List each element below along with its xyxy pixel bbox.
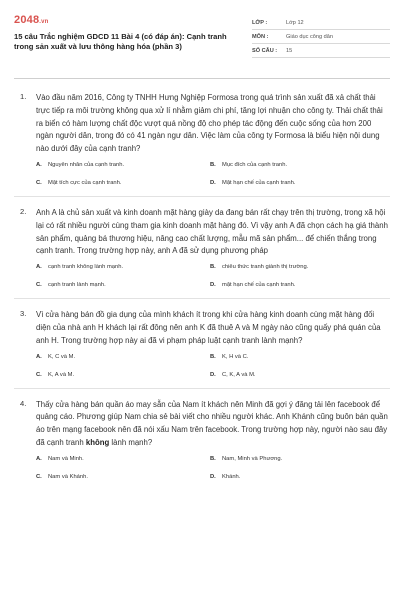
option-text: Nam và Khánh. xyxy=(48,473,88,480)
option-c[interactable] xyxy=(36,282,210,288)
question-text xyxy=(36,92,390,156)
option-letter: D. xyxy=(210,371,216,378)
question-divider xyxy=(14,196,390,197)
meta-value: 15 xyxy=(286,47,293,54)
option-a[interactable] xyxy=(36,264,210,270)
question-number: 4. xyxy=(20,398,27,408)
question-1 xyxy=(14,92,390,186)
question-text-main: Thấy cửa hàng bán quần áo may sẵn của Nam ít khách nên Minh đã gợi ý đăng tải lên facebook để quảng cáo. Phương giúp Nam chia sẻ bài viết cho nhiều người khác. Anh Khánh cũng buôn bán quần áo trên mạng facebook nên đã nói xấu Nam trên facebook. Trong trường hợp này, người nào sau đây đã cạnh tranh xyxy=(36,399,388,447)
option-letter: C. xyxy=(36,179,42,186)
option-d[interactable] xyxy=(210,282,384,288)
option-b[interactable] xyxy=(210,264,384,270)
question-text-main: Anh A là chủ sản xuất và kinh doanh mặt hàng giày da đang bán rất chạy trên thị trường, trong xã hội lại có rất nhiều người cùng tham gia kinh doanh mặt hàng đó. Vì vậy anh A đã chọn cách hạ giá thành sản phẩm, quảng bá thương hiệu, nâng cao chất lượng, mẫu mã sản phẩm... để chiến thắng trong cạnh tranh. Trong trường hợp này, anh A đã sử dụng phương pháp xyxy=(36,207,388,256)
option-c[interactable] xyxy=(36,372,210,378)
meta-value: Giáo dục công dân xyxy=(286,33,333,40)
option-letter: B. xyxy=(210,264,216,271)
option-letter: A. xyxy=(36,264,42,271)
option-text: Nguyên nhân của cạnh tranh. xyxy=(48,161,125,168)
option-letter: A. xyxy=(36,455,42,462)
site-logo[interactable] xyxy=(14,14,49,26)
option-b[interactable] xyxy=(210,456,384,462)
question-text-main: Vào đầu năm 2016, Công ty TNHH Hưng Nghiệp Formosa trong quá trình sản xuất đã xả chất thải trực tiếp ra môi trường không qua xử lí nhằm giảm chi phí, tăng lợi nhuận cho công ty. Thải chất thải ra biển có hàm lượng chất độc vượt quá nồng độ cho phép tác động đến cuộc sống của hơn 200 ngàn người dân, trong đó có 41 ngàn ngư dân. Việc làm của công ty Formosa là biểu hiện nội dung nào dưới đây của cạnh tranh? xyxy=(36,93,383,154)
question-number: 3. xyxy=(20,309,27,319)
question-text-end: lành mạnh? xyxy=(109,437,153,447)
meta-label: SỐ CÂU : xyxy=(252,47,278,54)
option-letter: D. xyxy=(210,473,216,480)
answer-options xyxy=(36,456,390,480)
option-letter: B. xyxy=(210,353,216,360)
question-divider xyxy=(14,388,390,389)
option-text: Nam và Minh. xyxy=(48,455,84,462)
meta-label: MÔN : xyxy=(252,33,269,40)
option-letter: D. xyxy=(210,282,216,289)
answer-options xyxy=(36,264,390,288)
question-2 xyxy=(14,207,390,288)
question-text xyxy=(36,399,390,450)
option-d[interactable] xyxy=(210,180,384,186)
logo-suffix: .vn xyxy=(39,19,49,25)
meta-value: Lớp 12 xyxy=(286,19,304,26)
option-text: chiêu thức tranh giành thị trường. xyxy=(222,264,309,271)
meta-row-subject xyxy=(252,30,390,44)
question-number: 1. xyxy=(20,92,27,101)
question-text-main: Vì cửa hàng bán đồ gia dụng của mình khách ít trong khi cửa hàng kinh doanh cùng mặt hàng đối diện của nhà anh H khách lại rất đông nên anh K đã thuê A và M ngày nào cũng quấy phá quán của anh H. Trong trường hợp này ai đã vi phạm pháp luật cạnh tranh lành mạnh? xyxy=(36,310,381,345)
option-text: Mặt tích cực của cạnh tranh. xyxy=(48,179,122,186)
option-text: C, K, A và M. xyxy=(222,371,256,378)
option-a[interactable] xyxy=(36,354,210,360)
option-letter: B. xyxy=(210,455,216,462)
option-letter: C. xyxy=(36,371,42,378)
option-letter: B. xyxy=(210,161,216,168)
question-list xyxy=(14,92,390,480)
option-letter: A. xyxy=(36,353,42,360)
option-d[interactable] xyxy=(210,474,384,480)
option-letter: C. xyxy=(36,473,42,480)
option-text: K, C và M. xyxy=(48,353,76,360)
option-text: K, A và M. xyxy=(48,371,75,378)
document-page xyxy=(14,14,390,480)
header-divider xyxy=(14,78,390,79)
option-text: cạnh tranh không lành mạnh. xyxy=(48,264,124,271)
option-text: Khánh. xyxy=(222,473,241,480)
option-letter: A. xyxy=(36,161,42,168)
question-number: 2. xyxy=(20,206,27,216)
document-header xyxy=(14,14,390,76)
option-d[interactable] xyxy=(210,372,384,378)
question-3 xyxy=(14,309,390,377)
logo-main: 2048 xyxy=(14,14,40,26)
option-letter: D. xyxy=(210,179,216,186)
answer-options xyxy=(36,354,390,378)
option-text: Mục đích của cạnh tranh. xyxy=(222,161,288,168)
document-title: 15 câu Trắc nghiệm GDCD 11 Bài 4 (có đáp án): Cạnh tranh trong sản xuất và lưu thông hàng hóa (phần 3) xyxy=(14,32,227,51)
option-a[interactable] xyxy=(36,456,210,462)
question-text xyxy=(36,309,390,347)
option-text: Mặt hạn chế của cạnh tranh. xyxy=(222,179,296,186)
option-text: mặt hạn chế của cạnh tranh. xyxy=(222,282,296,289)
option-text: cạnh tranh lành mạnh. xyxy=(48,282,106,289)
question-text-emphasis: không xyxy=(85,437,110,447)
meta-row-class xyxy=(252,16,390,30)
answer-options xyxy=(36,162,390,186)
question-4 xyxy=(14,399,390,480)
document-meta xyxy=(252,16,390,58)
option-text: K, H và C. xyxy=(222,353,249,360)
option-b[interactable] xyxy=(210,162,384,168)
option-c[interactable] xyxy=(36,474,210,480)
option-letter: C. xyxy=(36,282,42,289)
option-text: Nam, Minh và Phương. xyxy=(222,455,283,462)
option-c[interactable] xyxy=(36,180,210,186)
option-a[interactable] xyxy=(36,162,210,168)
question-divider xyxy=(14,298,390,299)
meta-label: LỚP : xyxy=(252,19,268,26)
meta-row-count xyxy=(252,44,390,58)
question-text xyxy=(36,207,390,258)
option-b[interactable] xyxy=(210,354,384,360)
